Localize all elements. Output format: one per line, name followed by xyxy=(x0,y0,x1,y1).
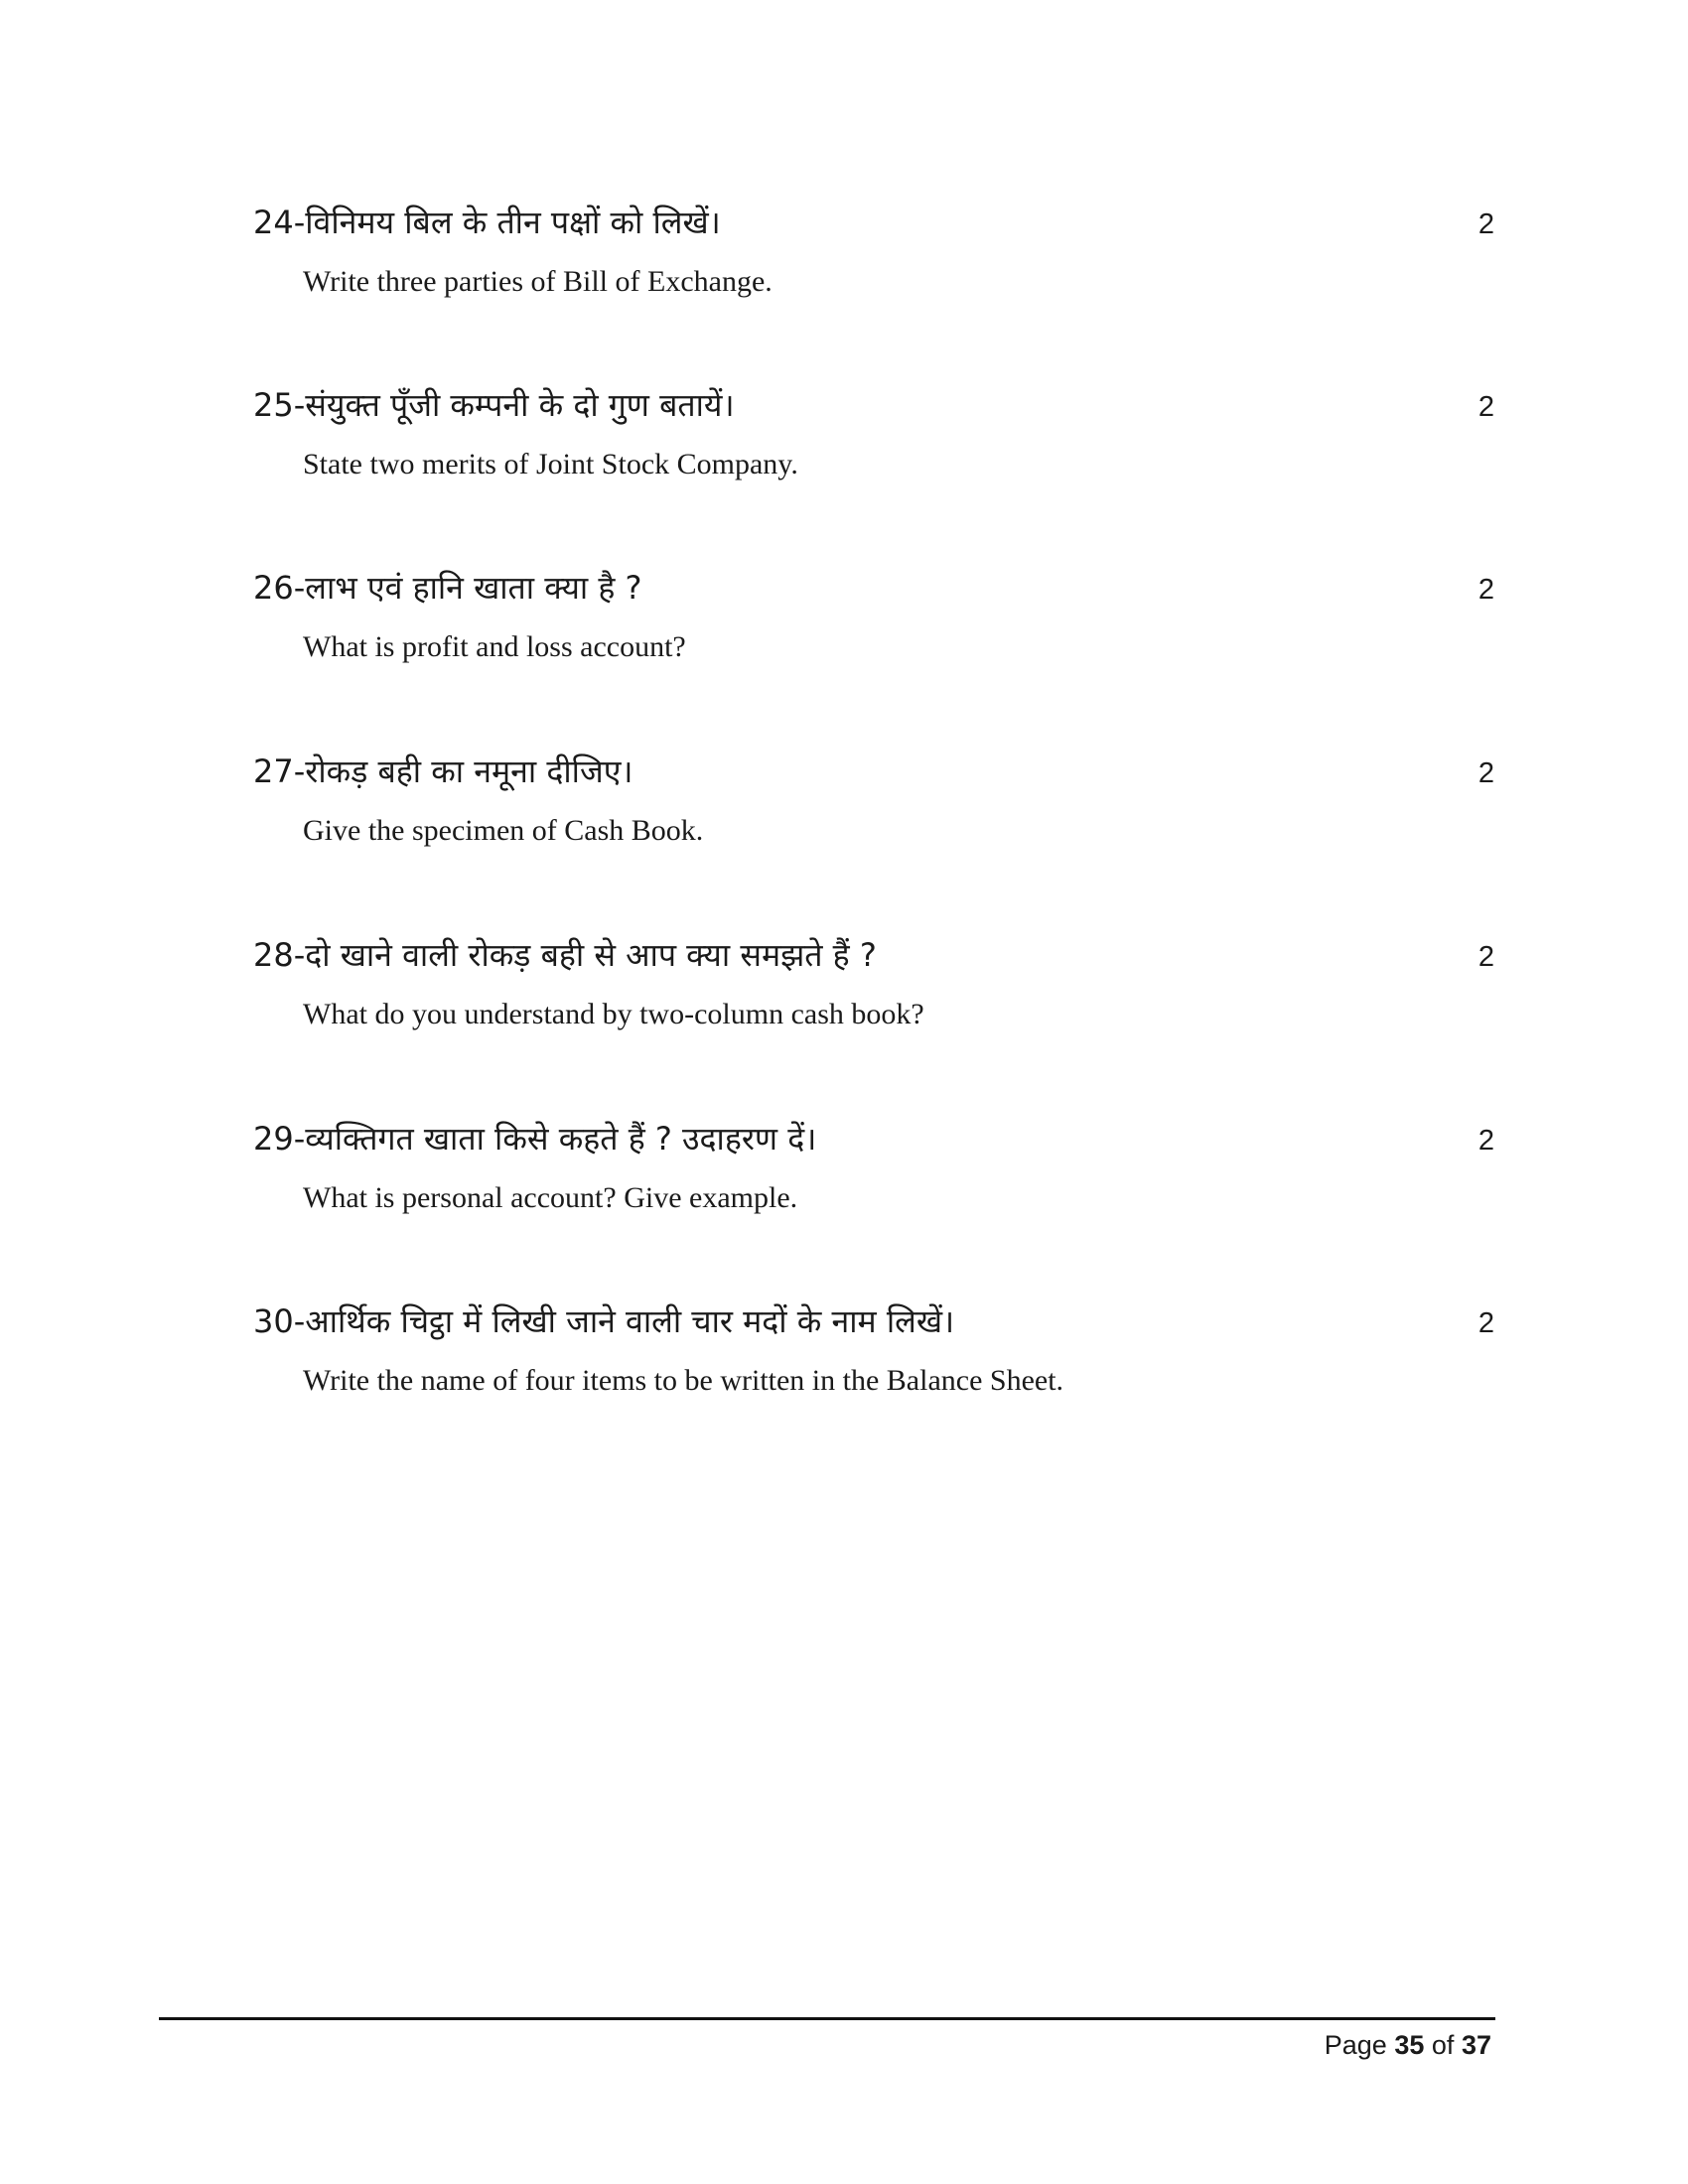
footer-divider xyxy=(159,2017,1495,2020)
page-number xyxy=(1325,2027,1491,2063)
question-marks: 2 xyxy=(1477,1125,1494,1157)
total-pages-number: 37 xyxy=(1461,2030,1491,2060)
page-word: Page xyxy=(1324,2030,1387,2060)
question-marks: 2 xyxy=(1477,208,1494,240)
question-hindi-text: 27-रोकड़ बही का नमूना दीजिए। xyxy=(253,752,633,790)
question-27 xyxy=(253,750,1494,898)
question-marks: 2 xyxy=(1477,941,1494,973)
question-25 xyxy=(253,383,1494,532)
question-marks: 2 xyxy=(1477,574,1494,606)
of-word: of xyxy=(1431,2030,1455,2060)
question-english-text: Give the specimen of Cash Book. xyxy=(303,814,704,847)
question-29 xyxy=(253,1117,1494,1266)
question-english-text: Write the name of four items to be written in the Balance Sheet. xyxy=(303,1364,1064,1397)
question-marks: 2 xyxy=(1477,391,1494,423)
question-26 xyxy=(253,566,1494,715)
question-english-text: What is profit and loss account? xyxy=(303,630,686,663)
question-english-text: What do you understand by two-column cash book? xyxy=(303,998,924,1030)
question-hindi-text: 30-आर्थिक चिट्ठा में लिखी जाने वाली चार मदों के नाम लिखें। xyxy=(253,1302,955,1340)
question-marks: 2 xyxy=(1477,1307,1494,1339)
current-page-number: 35 xyxy=(1394,2030,1425,2060)
question-hindi-text: 24-विनिमय बिल के तीन पक्षों को लिखें। xyxy=(253,204,721,241)
question-hindi-text: 26-लाभ एवं हानि खाता क्या है ? xyxy=(253,569,642,607)
question-english-text: What is personal account? Give example. xyxy=(303,1181,798,1214)
question-30 xyxy=(253,1299,1494,1448)
question-marks: 2 xyxy=(1477,757,1494,789)
question-28 xyxy=(253,933,1494,1082)
question-hindi-text: 29-व्यक्तिगत खाता किसे कहते हैं ? उदाहरण दें। xyxy=(253,1120,817,1158)
question-hindi-text: 28-दो खाने वाली रोकड़ बही से आप क्या समझते हैं ? xyxy=(253,936,877,974)
question-english-text: Write three parties of Bill of Exchange. xyxy=(303,265,773,298)
question-hindi-text: 25-संयुक्त पूँजी कम्पनी के दो गुण बतायें। xyxy=(253,386,735,424)
question-english-text: State two merits of Joint Stock Company. xyxy=(303,448,798,480)
question-24 xyxy=(253,201,1494,349)
